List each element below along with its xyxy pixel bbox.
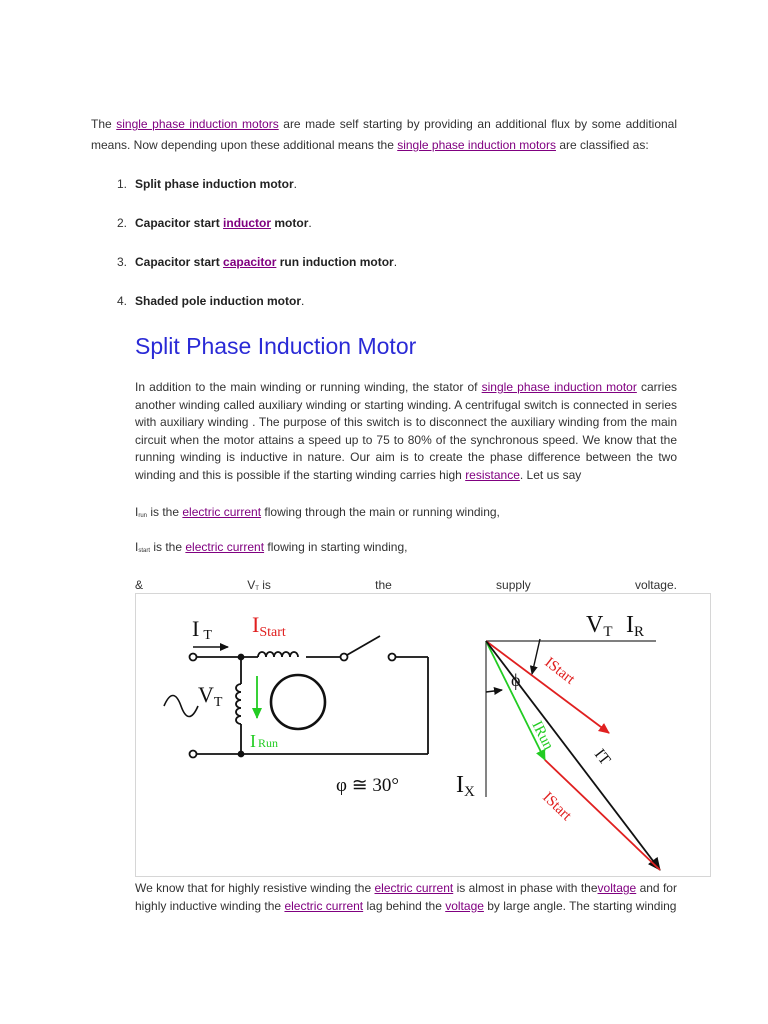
link-single-phase-induction-motors-1[interactable]: single phase induction motors [116,117,279,131]
link-electric-current-4[interactable]: electric current [284,898,364,913]
label-ir: IR [626,612,645,640]
link-resistance[interactable]: resistance [465,467,520,482]
terminal-bottom [190,751,197,758]
link-inductor[interactable]: inductor [223,216,272,230]
link-voltage-1[interactable]: voltage [597,881,637,895]
label-vt-phasor: VT [586,612,613,640]
label-vt: VT [198,682,223,710]
link-voltage-2[interactable]: voltage [445,898,484,913]
link-single-phase-induction-motors-2[interactable]: single phase induction motors [397,138,556,152]
terminal-top [190,654,197,661]
centrifugal-switch [347,636,380,655]
phi-angle-arrow-top [532,639,540,674]
split-phase-paragraph: In addition to the main winding or running winding, the stator of single phase induction motor carries another winding called auxiliary winding or starting winding. A centrifugal switch is connected in series with auxiliary winding . The purpose of this switch is to disconnect the auxiliary winding from the main circuit when the motor attains a speed up to 75 to 80% of the synchronous speed. We know that the running winding is inductive in nature. Our aim is to create the phase difference between the two winding and this is possible if the starting winding carries high resistance. Let us say [135,380,677,482]
link-capacitor[interactable]: capacitor [223,255,277,269]
link-electric-current-2[interactable]: electric current [185,540,265,554]
label-it-phasor: IT [590,745,614,769]
label-it: I T [192,616,212,643]
link-electric-current-1[interactable]: electric current [182,505,262,519]
phi-angle-arrow-left [486,690,502,692]
conclusion-paragraph: We know that for highly resistive winding the electric current is almost in phase with thevoltage and for highly inductive winding the electric current lag behind the voltage by large angle. The starting winding [135,881,677,913]
istart-phasor [486,641,609,733]
label-irun: I Run [250,731,279,751]
list-item: 2. Capacitor start inductor motor. [116,216,312,230]
istart-definition: Istart is the electric current flowing in starting winding, [135,540,408,554]
ac-source-symbol [164,696,198,717]
label-istart: IStart [252,612,286,640]
intro-paragraph: The single phase induction motors are made self starting by providing an additional flux by some additional means. Now depending upon these additional means the single phase induction motors are classified as: [91,117,677,152]
switch-contact-left [341,654,348,661]
link-electric-current-3[interactable]: electric current [374,881,454,895]
starting-winding-coil [258,652,298,657]
label-ix: IX [456,772,475,800]
label-istart-phasor: IStart [541,654,578,688]
link-single-phase-induction-motor[interactable]: single phase induction motor [481,380,637,394]
motor-types-list [91,175,677,331]
diagram-svg [136,594,710,876]
irun-definition: Irun is the electric current flowing through the main or running winding, [135,505,500,519]
label-phi-30: φ ≅ 30° [336,775,399,796]
running-winding-coil [236,684,241,724]
list-item: 1. Split phase induction motor. [116,177,298,191]
switch-contact-right [389,654,396,661]
motor-rotor [271,675,325,729]
list-item: 4. Shaded pole induction motor. [116,294,305,308]
label-istart-phasor-2: IStart [539,789,575,825]
section-title: Split Phase Induction Motor [135,333,417,359]
split-phase-diagram [135,593,711,877]
vt-definition: & VT is the supply voltage. [135,578,677,592]
label-irun-phasor: IRun [528,718,557,753]
list-item: 3. Capacitor start capacitor run induction motor. [116,255,398,269]
label-phi: ϕ [511,670,521,690]
